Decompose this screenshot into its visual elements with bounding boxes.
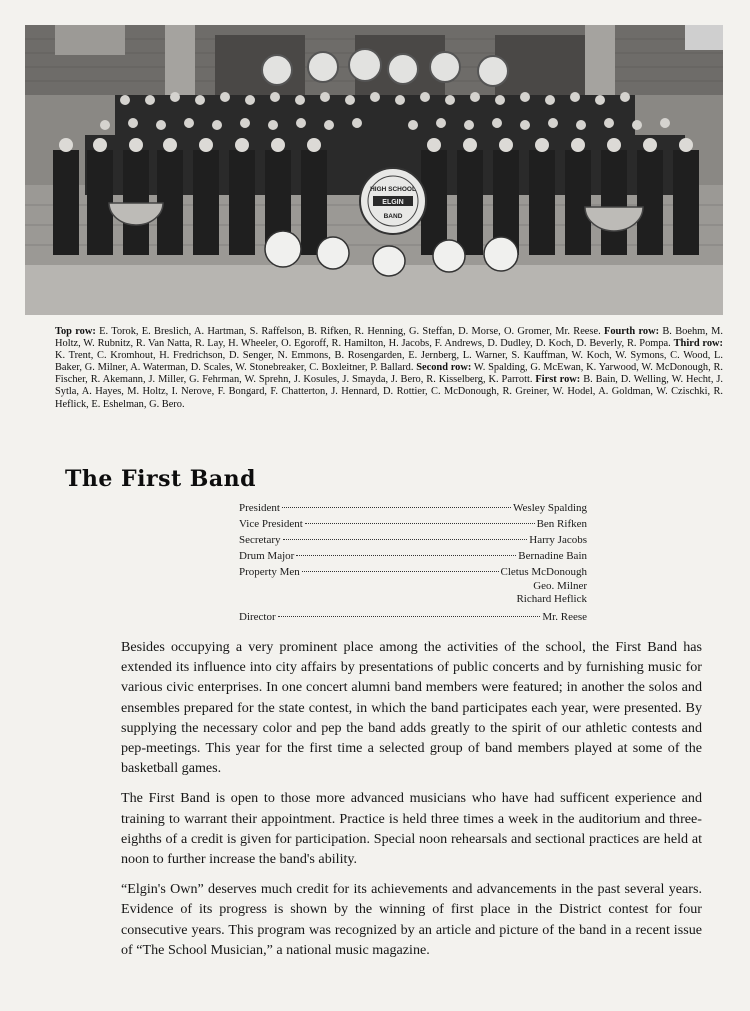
band-photograph xyxy=(25,25,723,315)
leader-dots xyxy=(302,571,499,572)
officer-row xyxy=(239,548,587,564)
officer-role: President xyxy=(239,502,280,514)
caption-row-label: First row: xyxy=(535,374,581,386)
caption-row-names: B. Boehm, M. Holtz, W. Rubnitz, R. Van Natta, R. Lay, H. Wheeler, O. Egoroff, R. Hamilton, H. Jacobs, F. Andrews, D. Dudley, D. Koch, D. Beverly, R. Pompa. xyxy=(55,326,723,350)
section-title: The First Band xyxy=(65,466,257,492)
leader-dots xyxy=(305,523,535,524)
drum-head-line-2: ELGIN xyxy=(382,199,404,206)
officer-row xyxy=(239,609,587,625)
officer-row xyxy=(239,564,587,580)
caption-row-names: W. Spalding, G. McEwan, K. Yarwood, W. McDonough, R. Fischer, R. Akemann, J. Miller, G. Fehrman, W. Sprehn, J. Kosules, J. Smayda, J. Bero, R. Kisselberg, K. Parrott. xyxy=(55,362,723,386)
band-photo-illustration xyxy=(25,25,723,315)
officer-role: Director xyxy=(239,611,276,623)
officers-list xyxy=(239,500,587,625)
caption-row-names: E. Torok, E. Breslich, A. Hartman, S. Raffelson, B. Rifken, R. Henning, G. Steffan, D. Morse, O. Gromer, Mr. Reese. xyxy=(99,326,601,337)
officer-name: Cletus McDonough xyxy=(500,566,587,578)
paragraph: “Elgin's Own” deserves much credit for its achievements and advancements in the past several years. Evidence of its progress is shown by the winning of first place in the District contest for four consecutive years. This program was recognized by an article and picture of the band in a recent issue of “The School Musician,” a national music magazine. xyxy=(121,881,702,958)
leader-dots xyxy=(282,507,511,508)
caption-row-names: B. Bain, D. Welling, W. Hecht, J. Sytla, A. Hayes, M. Holtz, I. Nerove, F. Bongard, F. Chatterton, J. Hennard, D. Rottier, C. McDonough, R. Greiner, W. Hodel, A. Goldman, W. Czischki, R. Heflick, E. Eshelman, G. Bero. xyxy=(55,374,723,410)
officer-name: Bernadine Bain xyxy=(518,550,587,562)
paragraph: Besides occupying a very prominent place among the activities of the school, the First Band has extended its influence into city affairs by presentations of public concerts and by furnishing music for various civic enterprises. In one concert alumni band members were featured; in another the solos and ensembles prepared for the state contest, in which the band participates each year, were presented. By supplying the necessary color and pep the band adds greatly to the spirit of our athletic contests and pep-meetings. This year for the first time a selected group of band members played at some of the basketball games. xyxy=(121,639,702,777)
caption-row-label: Second row: xyxy=(416,362,472,374)
officer-name: Mr. Reese xyxy=(542,611,587,623)
caption-row-names: K. Trent, C. Kromhout, H. Fredrichson, D. Senger, N. Emmons, B. Rosengarden, E. Jernberg, L. Warner, S. Kauffman, W. Koch, W. Symons, C. Wood, L. Baker, G. Milner, A. Waterman, D. Scales, W. Stonebreaker, C. Boxleitner, P. Ballard. xyxy=(55,350,723,374)
officer-name: Ben Rifken xyxy=(536,518,587,530)
leader-dots xyxy=(296,555,516,556)
officer-row xyxy=(239,532,587,548)
drum-head-line-3: BAND xyxy=(383,213,403,220)
caption-row-label: Fourth row: xyxy=(603,326,660,337)
officer-role: Vice President xyxy=(239,518,303,530)
officer-name: Harry Jacobs xyxy=(529,534,587,546)
leader-dots xyxy=(283,539,528,540)
caption-row-label: Top row: xyxy=(55,326,96,337)
caption-row-label: Third row: xyxy=(673,338,723,350)
officer-role: Property Men xyxy=(239,566,300,578)
paragraph: The First Band is open to those more advanced musicians who have had sufficent experience and training to warrant their appointment. Practice is held three times a week in the auditorium and three-eighths of a credit is given for participation. Special noon rehearsals and sectional practices are held at noon to further increase the band's ability. xyxy=(121,790,702,868)
officer-role: Drum Major xyxy=(239,550,295,562)
officer-extra-name: Richard Heflick xyxy=(516,592,587,605)
body-text xyxy=(121,637,702,970)
officer-role: Secretary xyxy=(239,534,281,546)
officer-row xyxy=(239,516,587,532)
photo-caption xyxy=(55,326,723,411)
officer-extra-name: Geo. Milner xyxy=(533,580,587,592)
officer-name: Wesley Spalding xyxy=(513,502,587,514)
drum-head-line-1: HIGH SCHOOL xyxy=(370,186,416,193)
officer-row xyxy=(239,500,587,516)
leader-dots xyxy=(278,616,541,617)
